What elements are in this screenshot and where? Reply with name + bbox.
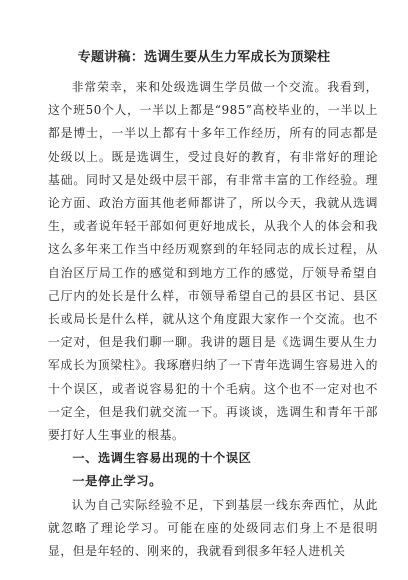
document-title: 专题讲稿：选调生要从生力军成长为顶梁柱 [77,50,331,65]
section-heading: 一、选调生容易出现的十个误区 [72,451,252,466]
paragraph-intro: 非常荣幸，来和处级选调生学员做一个交流。我看到，这个班50个人，一半以上都是“985”高校毕业的，一半以上都是博士，一半以上都有十多年工作经历，所有的同志都是处级以上。既是选调生，受过良好的教育，有非常好的理论基础。同时又是处级中层干部，有非常丰富的工作经验。理论方面、政治方面其他老师都讲了，所以今天，我就从选调生，或者说年轻干部如何更好地成长，从我个人的体会和我这么多年来工作当中经历观察到的年轻同志的成长过程，从自治区厅局工作的感觉和到地方工作的感觉，厅领导希望自己厅内的处长是什么样，市领导希望自己的县区书记、县区长或局长是什么样，就从这个角度跟大家作一个交流。也不一定对，但是我们聊一聊。我讲的题目是《选调生要从生力军成长为顶梁柱》。我琢磨归纳了一下青年选调生容易进入的十个误区，或者说容易犯的十个毛病。这个也不一定对也不一定全，但是我们就交流一下。再谈谈，选调生和青年干部要打好人生事业的根基。 [48,80,378,443]
subsection-heading: 一是停止学习。 [72,474,162,489]
document-body [48,76,378,563]
paragraph-body: 认为自己实际经验不足，下到基层一线东奔西忙，从此就忽略了理论学习。可能在座的处级同志们身上不是很明显，但是年轻的、刚来的，我就看到很多年轻人进机关 [48,497,378,559]
